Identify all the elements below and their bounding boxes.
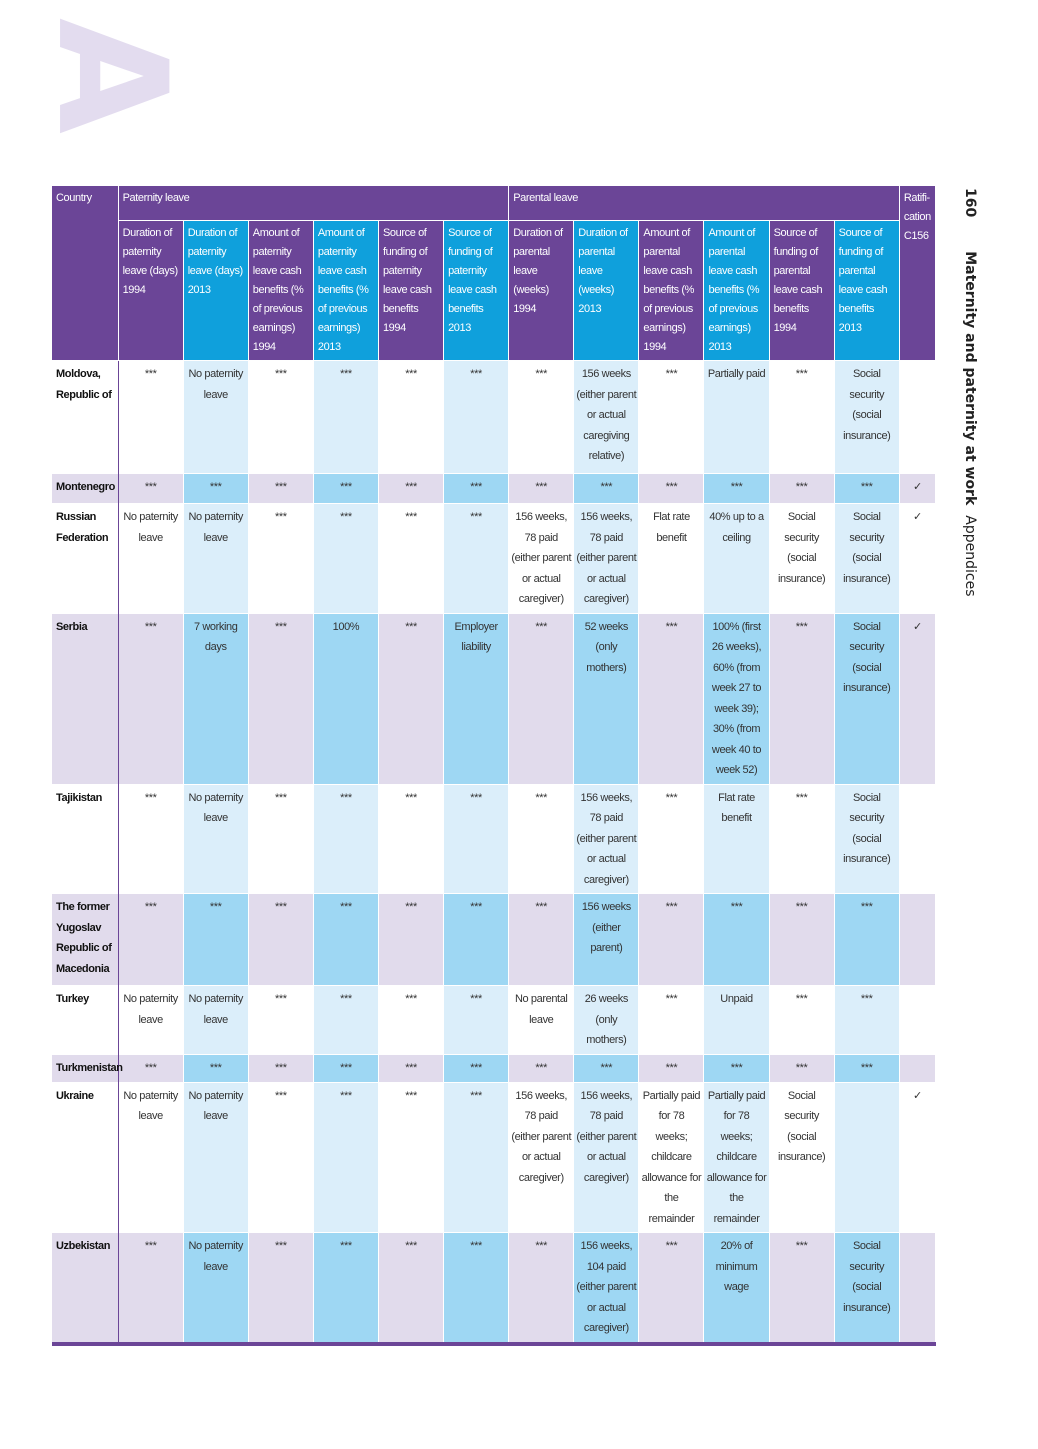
table-cell: No paternity leave: [118, 504, 183, 614]
table-cell: No paternity leave: [183, 504, 248, 614]
table-cell: ***: [444, 1054, 509, 1082]
leave-policy-table: [52, 186, 936, 1346]
table-cell: 20% of minimum wage: [704, 1233, 769, 1344]
table-cell: 52 weeks (only mothers): [574, 613, 639, 784]
table-cell: ***: [183, 894, 248, 986]
table-row: [52, 986, 936, 1055]
country-header: Country: [52, 186, 118, 361]
table-row: [52, 1054, 936, 1082]
table-row: [52, 504, 936, 614]
table-cell: ***: [248, 784, 313, 894]
table-cell: Social security (social insurance): [834, 504, 899, 614]
country-name: Serbia: [52, 613, 118, 784]
column-header: Amount of parental leave cash benefits (% of previous earnings) 2013: [704, 221, 769, 361]
table-cell: ***: [118, 613, 183, 784]
page-number: 160: [962, 188, 978, 218]
table-cell: ***: [378, 613, 443, 784]
table-cell: ***: [378, 504, 443, 614]
column-header: Amount of paternity leave cash benefits (% of previous earnings) 1994: [248, 221, 313, 361]
country-name: Turkey: [52, 986, 118, 1055]
country-name: Moldova, Republic of: [52, 361, 118, 474]
table-row: [52, 894, 936, 986]
table-cell: ***: [769, 1054, 834, 1082]
table-cell: ***: [313, 361, 378, 474]
table-cell: ***: [118, 894, 183, 986]
table-cell: 156 weeks, 78 paid (either parent or actual caregiver): [574, 1082, 639, 1233]
column-header: Duration of paternity leave (days) 1994: [118, 221, 183, 361]
ratification-check: ✓: [899, 504, 935, 614]
table-cell: ***: [574, 1054, 639, 1082]
table-cell: ***: [313, 986, 378, 1055]
table-cell: ***: [378, 894, 443, 986]
appendix-letter: A: [24, 17, 198, 135]
ratification-check: [899, 1054, 935, 1082]
table-cell: ***: [118, 1233, 183, 1344]
table-cell: ***: [313, 504, 378, 614]
ratification-check: [899, 784, 935, 894]
table-cell: Flat rate benefit: [704, 784, 769, 894]
ratification-check: [899, 894, 935, 986]
table-cell: ***: [248, 361, 313, 474]
table-cell: ***: [378, 474, 443, 504]
table-cell: 156 weeks, 104 paid (either parent or actual caregiver): [574, 1233, 639, 1344]
column-header: Duration of parental leave (weeks) 1994: [509, 221, 574, 361]
table-cell: ***: [118, 784, 183, 894]
table-cell: ***: [118, 361, 183, 474]
table-cell: ***: [313, 1082, 378, 1233]
table-cell: Partially paid for 78 weeks; childcare allowance for the remainder: [704, 1082, 769, 1233]
table-cell: ***: [248, 1233, 313, 1344]
table-cell: ***: [378, 784, 443, 894]
column-header: Amount of parental leave cash benefits (% of previous earnings) 1994: [639, 221, 704, 361]
table-cell: No paternity leave: [183, 361, 248, 474]
ratification-header: Ratifi-cation C156: [899, 186, 935, 361]
table-cell: ***: [639, 361, 704, 474]
table-cell: 26 weeks (only mothers): [574, 986, 639, 1055]
table-cell: ***: [248, 894, 313, 986]
table-cell: ***: [444, 894, 509, 986]
country-name: Tajikistan: [52, 784, 118, 894]
table-cell: Partially paid for 78 weeks; childcare allowance for the remainder: [639, 1082, 704, 1233]
table-row: [52, 361, 936, 474]
country-name: The former Yugoslav Republic of Macedonia: [52, 894, 118, 986]
table-cell: ***: [639, 1054, 704, 1082]
table-cell: ***: [509, 361, 574, 474]
table-cell: 156 weeks (either parent): [574, 894, 639, 986]
table-cell: [834, 1082, 899, 1233]
table-cell: ***: [444, 784, 509, 894]
paternity-leave-group-header: Paternity leave: [118, 186, 509, 221]
table-cell: ***: [183, 474, 248, 504]
table-cell: No paternity leave: [118, 986, 183, 1055]
table-cell: 100%: [313, 613, 378, 784]
table-cell: ***: [248, 474, 313, 504]
table-cell: ***: [313, 894, 378, 986]
table-cell: ***: [378, 986, 443, 1055]
table-cell: ***: [248, 504, 313, 614]
country-name: Russian Federation: [52, 504, 118, 614]
country-name: Uzbekistan: [52, 1233, 118, 1344]
table-cell: ***: [509, 1233, 574, 1344]
table-cell: 156 weeks, 78 paid (either parent or actual caregiver): [574, 504, 639, 614]
table-cell: ***: [118, 1054, 183, 1082]
table-cell: ***: [769, 1233, 834, 1344]
table-cell: ***: [639, 894, 704, 986]
running-header: [918, 188, 1038, 678]
table-cell: ***: [313, 1054, 378, 1082]
table-cell: Unpaid: [704, 986, 769, 1055]
column-header: Source of funding of paternity leave cash benefits 1994: [378, 221, 443, 361]
table-cell: ***: [639, 986, 704, 1055]
table-cell: ***: [313, 474, 378, 504]
table-cell: Employer liability: [444, 613, 509, 784]
table-row: [52, 474, 936, 504]
table-cell: Social security (social insurance): [834, 361, 899, 474]
column-header: Source of funding of parental leave cash benefits 2013: [834, 221, 899, 361]
table-cell: ***: [769, 986, 834, 1055]
table-cell: ***: [313, 1233, 378, 1344]
table-cell: ***: [248, 1054, 313, 1082]
table-cell: ***: [639, 1233, 704, 1344]
table-cell: ***: [769, 894, 834, 986]
table-cell: ***: [378, 1082, 443, 1233]
section-name: Appendices: [962, 515, 978, 597]
table-cell: ***: [509, 474, 574, 504]
table-cell: ***: [769, 474, 834, 504]
table-cell: 156 weeks, 78 paid (either parent or actual caregiver): [574, 784, 639, 894]
table-cell: ***: [444, 361, 509, 474]
table-cell: No paternity leave: [183, 784, 248, 894]
table-cell: ***: [509, 1054, 574, 1082]
table-cell: ***: [639, 474, 704, 504]
ratification-check: ✓: [899, 474, 935, 504]
table-cell: ***: [639, 613, 704, 784]
table-cell: ***: [118, 474, 183, 504]
table-cell: Social security (social insurance): [769, 504, 834, 614]
column-header: Amount of paternity leave cash benefits (% of previous earnings) 2013: [313, 221, 378, 361]
table-cell: ***: [704, 474, 769, 504]
table-cell: No paternity leave: [183, 1233, 248, 1344]
ratification-check: ✓: [899, 613, 935, 784]
column-header: Duration of parental leave (weeks) 2013: [574, 221, 639, 361]
table-cell: ***: [704, 1054, 769, 1082]
column-header: Source of funding of paternity leave cash benefits 2013: [444, 221, 509, 361]
table-cell: No paternity leave: [118, 1082, 183, 1233]
table-cell: 100% (first 26 weeks), 60% (from week 27 to week 39); 30% (from week 40 to week 52): [704, 613, 769, 784]
table-cell: ***: [834, 986, 899, 1055]
table-cell: 156 weeks, 78 paid (either parent or actual caregiver): [509, 504, 574, 614]
table-cell: ***: [509, 784, 574, 894]
table-cell: Social security (social insurance): [834, 1233, 899, 1344]
table-cell: 156 weeks (either parent or actual caregiving relative): [574, 361, 639, 474]
table-cell: ***: [183, 1054, 248, 1082]
table-cell: Social security (social insurance): [834, 613, 899, 784]
table-cell: ***: [509, 613, 574, 784]
table-cell: No paternity leave: [183, 986, 248, 1055]
table-cell: ***: [444, 986, 509, 1055]
table-cell: 156 weeks, 78 paid (either parent or actual caregiver): [509, 1082, 574, 1233]
table-row: [52, 613, 936, 784]
table-cell: Flat rate benefit: [639, 504, 704, 614]
table-cell: ***: [834, 894, 899, 986]
table-row: [52, 784, 936, 894]
table-cell: ***: [248, 986, 313, 1055]
table-cell: ***: [313, 784, 378, 894]
table-cell: Social security (social insurance): [834, 784, 899, 894]
table-cell: ***: [574, 474, 639, 504]
table-cell: Partially paid: [704, 361, 769, 474]
table-cell: ***: [378, 1054, 443, 1082]
column-header: Source of funding of parental leave cash benefits 1994: [769, 221, 834, 361]
table-cell: ***: [444, 504, 509, 614]
table-row: [52, 1233, 936, 1344]
table-row: [52, 1082, 936, 1233]
ratification-check: [899, 1233, 935, 1344]
table-cell: ***: [378, 361, 443, 474]
ratification-check: [899, 361, 935, 474]
country-name: Montenegro: [52, 474, 118, 504]
table-cell: ***: [248, 1082, 313, 1233]
country-name: Ukraine: [52, 1082, 118, 1233]
table-cell: Social security (social insurance): [769, 1082, 834, 1233]
parental-leave-group-header: Parental leave: [509, 186, 900, 221]
country-name: Turkmenistan: [52, 1054, 118, 1082]
table-cell: ***: [378, 1233, 443, 1344]
table-cell: 40% up to a ceiling: [704, 504, 769, 614]
publication-title: Maternity and paternity at work: [962, 251, 978, 506]
table-cell: ***: [248, 613, 313, 784]
column-header: Duration of paternity leave (days) 2013: [183, 221, 248, 361]
table-cell: ***: [769, 361, 834, 474]
table-cell: ***: [444, 474, 509, 504]
table-cell: ***: [769, 613, 834, 784]
table-cell: No paternity leave: [183, 1082, 248, 1233]
table-cell: ***: [704, 894, 769, 986]
table-cell: ***: [444, 1082, 509, 1233]
table-cell: ***: [509, 894, 574, 986]
table-cell: ***: [639, 784, 704, 894]
table-cell: ***: [834, 474, 899, 504]
table-cell: No parental leave: [509, 986, 574, 1055]
table-cell: ***: [834, 1054, 899, 1082]
ratification-check: [899, 986, 935, 1055]
table-cell: ***: [769, 784, 834, 894]
table-cell: 7 working days: [183, 613, 248, 784]
ratification-check: ✓: [899, 1082, 935, 1233]
table-cell: ***: [444, 1233, 509, 1344]
